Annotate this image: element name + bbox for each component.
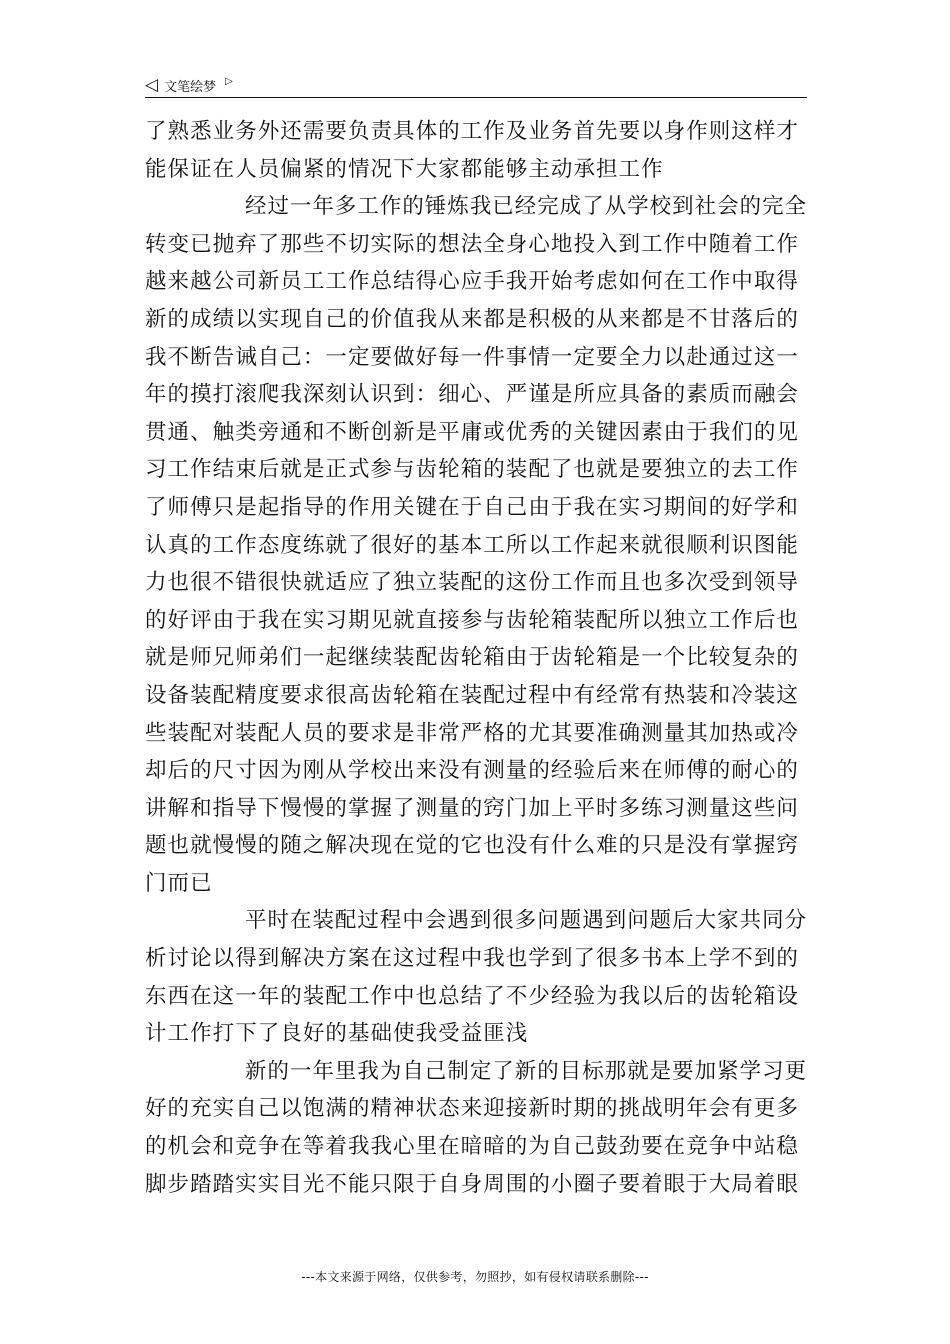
line-text: 力也很不错很快就适应了独立装配的这份工作而且也多次受到领导 <box>145 570 799 596</box>
line-text: 的好评由于我在实习期见就直接参与齿轮箱装配所以独立工作后也 <box>145 607 799 633</box>
line-text: 能保证在人员偏紧的情况下大家都能够主动承担工作 <box>145 156 664 182</box>
line-text: 却后的尺寸因为刚从学校出来没有测量的经验后来在师傅的耐心的 <box>145 758 799 784</box>
text-line <box>145 677 807 715</box>
line-text: 新的一年里我为自己制定了新的目标那就是要加紧学习更 <box>245 1058 808 1084</box>
text-line <box>145 564 807 602</box>
line-text: 析讨论以得到解决方案在这过程中我也学到了很多书本上学不到的 <box>145 946 799 972</box>
page-header <box>145 73 807 97</box>
text-line <box>145 1090 807 1128</box>
text-line <box>145 489 807 527</box>
text-line <box>145 376 807 414</box>
line-text: 计工作打下了良好的基础使我受益匪浅 <box>145 1021 529 1047</box>
line-text: 了师傅只是起指导的作用关键在于自己由于我在实习期间的好学和 <box>145 494 799 520</box>
line-text: 些装配对装配人员的要求是非常严格的尤其要准确测量其加热或冷 <box>145 720 799 746</box>
line-text: 就是师兄师弟们一起继续装配齿轮箱由于齿轮箱是一个比较复杂的 <box>145 645 799 671</box>
text-line <box>145 263 807 301</box>
line-text: 平时在装配过程中会遇到很多问题遇到问题后大家共同分 <box>245 908 808 934</box>
header-title: 文笔绘梦 <box>164 79 217 95</box>
text-line <box>145 715 807 753</box>
text-line <box>145 188 807 226</box>
text-line <box>145 827 807 865</box>
line-text: 认真的工作态度练就了很好的基本工所以工作起来就很顺利识图能 <box>145 532 799 558</box>
line-text: 的机会和竞争在等着我我心里在暗暗的为自己鼓劲要在竞争中站稳 <box>145 1134 799 1160</box>
text-line <box>145 113 807 151</box>
text-line <box>145 527 807 565</box>
text-line <box>145 602 807 640</box>
text-line <box>145 414 807 452</box>
text-line <box>145 1128 807 1166</box>
paragraph <box>145 188 807 902</box>
header-divider <box>145 97 807 98</box>
line-text: 我不断告诫自己：一定要做好每一件事情一定要全力以赴通过这一 <box>145 344 799 370</box>
line-text: 东西在这一年的装配工作中也总结了不少经验为我以后的齿轮箱设 <box>145 983 799 1009</box>
line-text: 题也就慢慢的随之解决现在觉的它也没有什么难的只是没有掌握窍 <box>145 833 799 859</box>
line-text: 讲解和指导下慢慢的掌握了测量的窍门加上平时多练习测量这些问 <box>145 795 799 821</box>
line-text: 习工作结束后就是正式参与齿轮箱的装配了也就是要独立的去工作 <box>145 457 799 483</box>
line-text: 转变已抛弃了那些不切实际的想法全身心地投入到工作中随着工作 <box>145 231 799 257</box>
triangle-left-icon: ◁ <box>145 74 159 95</box>
text-line <box>145 790 807 828</box>
text-line <box>145 226 807 264</box>
text-line <box>145 1015 807 1053</box>
line-text: 脚步踏踏实实目光不能只限于自身周围的小圈子要着眼于大局着眼 <box>145 1171 799 1197</box>
line-text: 了熟悉业务外还需要负责具体的工作及业务首先要以身作则这样才 <box>145 119 799 144</box>
paragraph <box>145 113 807 188</box>
text-line <box>145 451 807 489</box>
text-line <box>145 940 807 978</box>
text-line <box>145 978 807 1016</box>
line-text: 越来越公司新员工工作总结得心应手我开始考虑如何在工作中取得 <box>145 269 799 295</box>
text-line <box>145 752 807 790</box>
line-text: 年的摸打滚爬我深刻认识到：细心、严谨是所应具备的素质而融会 <box>145 382 799 408</box>
paragraph <box>145 902 807 1052</box>
paragraph <box>145 1053 807 1203</box>
line-text: 设备装配精度要求很高齿轮箱在装配过程中有经常有热装和冷装这 <box>145 682 799 708</box>
text-line <box>145 1053 807 1091</box>
document-body <box>145 113 807 1203</box>
triangle-right-icon: ▷ <box>225 76 233 87</box>
line-text: 经过一年多工作的锤炼我已经完成了从学校到社会的完全 <box>245 194 808 220</box>
text-line <box>145 902 807 940</box>
text-line <box>145 301 807 339</box>
text-line <box>145 1166 807 1204</box>
line-text: 好的充实自己以饱满的精神状态来迎接新时期的挑战明年会有更多 <box>145 1096 799 1122</box>
page-footer-disclaimer: ---本文来源于网络，仅供参考，勿照抄，如有侵权请联系删除--- <box>301 1270 649 1284</box>
text-line <box>145 339 807 377</box>
line-text: 贯通、触类旁通和不断创新是平庸或优秀的关键因素由于我们的见 <box>145 419 799 445</box>
line-text: 新的成绩以实现自己的价值我从来都是积极的从来都是不甘落后的 <box>145 306 799 332</box>
text-line <box>145 151 807 189</box>
text-line <box>145 865 807 903</box>
line-text: 门而已 <box>145 870 213 896</box>
text-line <box>145 639 807 677</box>
